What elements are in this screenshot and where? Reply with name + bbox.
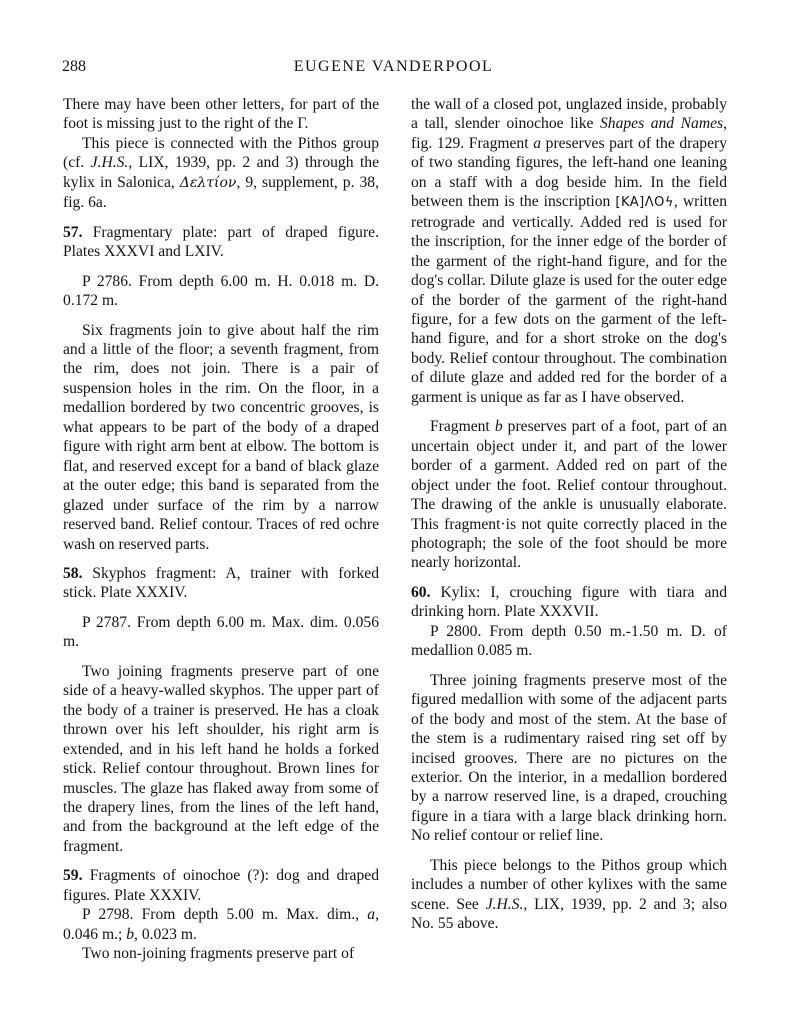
left-column <box>63 95 379 964</box>
catalogue-entry-60-data: P 2800. From depth 0.50 m.-1.50 m. D. of medallion 0.085 m. <box>411 622 727 660</box>
paragraph: This piece is connected with the Pithos group (cf. J.H.S., LIX, 1939, pp. 2 and 3) through the kylix in Salonica, Δελτίον, 9, supplement, p. 38, fig. 6a. <box>63 134 379 212</box>
paragraph: Fragment b preserves part of a foot, part of an uncertain object under it, and part of the lower border of a garment. Added red on part of the object under the foot. Relief contour throughout. The drawing of the ankle is unusually elaborate. This fragment·is not quite correctly placed in the photograph; the sole of the foot should be more nearly horizontal. <box>411 418 727 572</box>
page-number: 288 <box>62 58 86 75</box>
paragraph: This piece belongs to the Pithos group which includes a number of other kylixes with the same scene. See J.H.S., LIX, 1939, pp. 2 and 3; also No. 55 above. <box>411 856 727 933</box>
catalogue-entry-59-description: Two non-joining fragments preserve part of <box>82 945 355 963</box>
inscription: [KA]ΛOϟ <box>615 195 674 211</box>
catalogue-entry-59-heading: 59. Fragments of oinochoe (?): dog and draped figures. Plate XXXIV. <box>63 867 379 904</box>
catalogue-entry-59-data: P 2798. From depth 5.00 m. Max. dim., a, 0.046 m.; b, 0.023 m. <box>63 906 379 943</box>
catalogue-entry-58-data: P 2787. From depth 6.00 m. Max. dim. 0.056 m. <box>63 613 379 651</box>
paragraph: the wall of a closed pot, unglazed inside, probably a tall, slender oinochoe like Shapes and Names, fig. 129. Fragment a preserves part of the drapery of two standing figures, the left-hand one leaning on a staff with a dog beside him. In the field between them is the inscription [KA]ΛOϟ, written retrograde and vertically. Added red is used for the inscription, for the inner edge of the border of the garment of the right-hand figure, and for the dog's collar. Dilute glaze is used for the outer edge of the border of the garment of the right-hand figure, for a few dots on the garment of the left-hand figure, and for a short stroke on the dog's body. Relief contour throughout. The combination of dilute glaze and added red for the border of a garment is unique as far as I have observed. <box>411 96 728 406</box>
catalogue-entry-57-description: Six fragments join to give about half the rim and a little of the floor; a seventh fragment, from the rim, does not join. There is a pair of suspension holes in the rim. On the floor, in a medallion bordered by two concentric grooves, is what appears to be part of the body of a draped figure with right arm bent at elbow. The bottom is flat, and reserved except for a band of black glaze at the outer edge; this band is separated from the glazed under surface of the rim by a narrow reserved band. Relief contour. Traces of red ochre wash on reserved parts. <box>63 321 379 553</box>
right-column <box>411 95 727 934</box>
catalogue-entry-60-heading: 60. Kylix: I, crouching figure with tiara and drinking horn. Plate XXXVII. <box>411 583 727 621</box>
catalogue-entry-60-description: Three joining fragments preserve most of the figured medallion with some of the adjacent parts of the body and most of the stem. At the base of the stem is a rudimentary raised ring set off by incised grooves. There are no pictures on the exterior. On the interior, in a medallion bordered by a narrow reserved line, is a draped, crouching figure in a tiara with a large black drinking horn. No relief contour or relief line. <box>411 671 727 845</box>
catalogue-entry-57-heading: 57. Fragmentary plate: part of draped figure. Plates XXXVI and LXIV. <box>63 223 379 261</box>
running-title: EUGENE VANDERPOOL <box>293 58 494 75</box>
catalogue-entry-58-heading: 58. Skyphos fragment: A, trainer with forked stick. Plate XXXIV. <box>63 564 379 602</box>
catalogue-entry-58-description: Two joining fragments preserve part of one side of a heavy-walled skyphos. The upper part of the body of a trainer is preserved. He has a cloak thrown over his left shoulder, his right arm is extended, and in his left hand he holds a forked stick. Relief contour throughout. Brown lines for muscles. The glaze has flaked away from some of the drapery lines, from the lines of the left hand, and from the background at the left edge of the fragment. <box>63 662 379 855</box>
paragraph: There may have been other letters, for part of the foot is missing just to the right of the Γ. <box>63 96 379 133</box>
catalogue-entry-57-data: P 2786. From depth 6.00 m. H. 0.018 m. D. 0.172 m. <box>63 272 379 310</box>
